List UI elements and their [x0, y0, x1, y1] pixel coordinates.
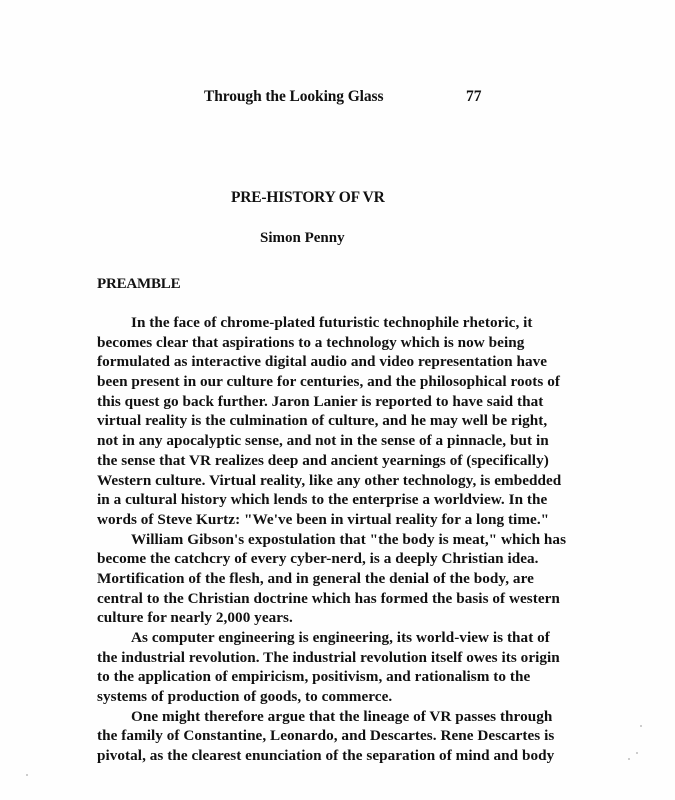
paragraph-1-line: this quest go back further. Jaron Lanier is reported to have said that — [97, 392, 544, 410]
paragraph-1-line: becomes clear that aspirations to a technology which is now being — [97, 333, 525, 351]
paragraph-2-line: culture for nearly 2,000 years. — [97, 609, 293, 627]
paragraph-2-line: William Gibson's expostulation that "the body is meat," which has — [131, 530, 567, 548]
paragraph-1-line: words of Steve Kurtz: "We've been in virtual reality for a long time." — [97, 510, 550, 528]
scan-speck — [636, 752, 638, 754]
page-number: 77 — [466, 88, 482, 105]
paragraph-1-line: formulated as interactive digital audio and video representation have — [97, 353, 548, 371]
paragraph-3-line: to the application of empiricism, positivism, and rationalism to the — [97, 668, 531, 686]
paragraph-1-line: in a cultural history which lends to the enterprise a worldview. In the — [97, 491, 548, 509]
paragraph-1-line: been present in our culture for centuries, and the philosophical roots of — [97, 373, 560, 391]
paragraph-1-line: not in any apocalyptic sense, and not in the sense of a pinnacle, but in — [97, 432, 549, 450]
paragraph-3-line: the industrial revolution. The industrial revolution itself owes its origin — [97, 648, 560, 666]
running-head-title: Through the Looking Glass — [204, 88, 384, 105]
paragraph-3-line: As computer engineering is engineering, its world-view is that of — [131, 629, 550, 646]
article-author: Simon Penny — [260, 230, 345, 246]
scan-speck — [628, 758, 630, 760]
paragraph-2-line: become the catchcry of every cyber-nerd, is a deeply Christian idea. — [97, 550, 539, 568]
paragraph-4-line: One might therefore argue that the lineage of VR passes through — [131, 707, 553, 725]
paragraph-1-line: virtual reality is the culmination of culture, and he may well be right, — [97, 412, 548, 430]
scan-speck — [640, 725, 642, 727]
paragraph-1-line: In the face of chrome-plated futuristic technophile rhetoric, it — [131, 314, 533, 331]
paragraph-4-line: pivotal, as the clearest enunciation of the separation of mind and body — [97, 747, 555, 765]
article-title: PRE-HISTORY OF VR — [231, 189, 385, 206]
paragraph-2-line: central to the Christian doctrine which has formed the basis of western — [97, 589, 560, 607]
body-text — [97, 313, 657, 766]
paragraph-3-line: systems of production of goods, to commerce. — [97, 688, 393, 706]
section-heading: PREAMBLE — [97, 276, 181, 292]
paragraph-1-line: Western culture. Virtual reality, like any other technology, is embedded — [97, 471, 562, 489]
paragraph-4-line: the family of Constantine, Leonardo, and Descartes. Rene Descartes is — [97, 727, 555, 745]
paragraph-2-line: Mortification of the flesh, and in general the denial of the body, are — [97, 569, 534, 587]
scan-speck — [26, 774, 28, 776]
paragraph-1-line: the sense that VR realizes deep and ancient yearnings of (specifically) — [97, 451, 549, 469]
